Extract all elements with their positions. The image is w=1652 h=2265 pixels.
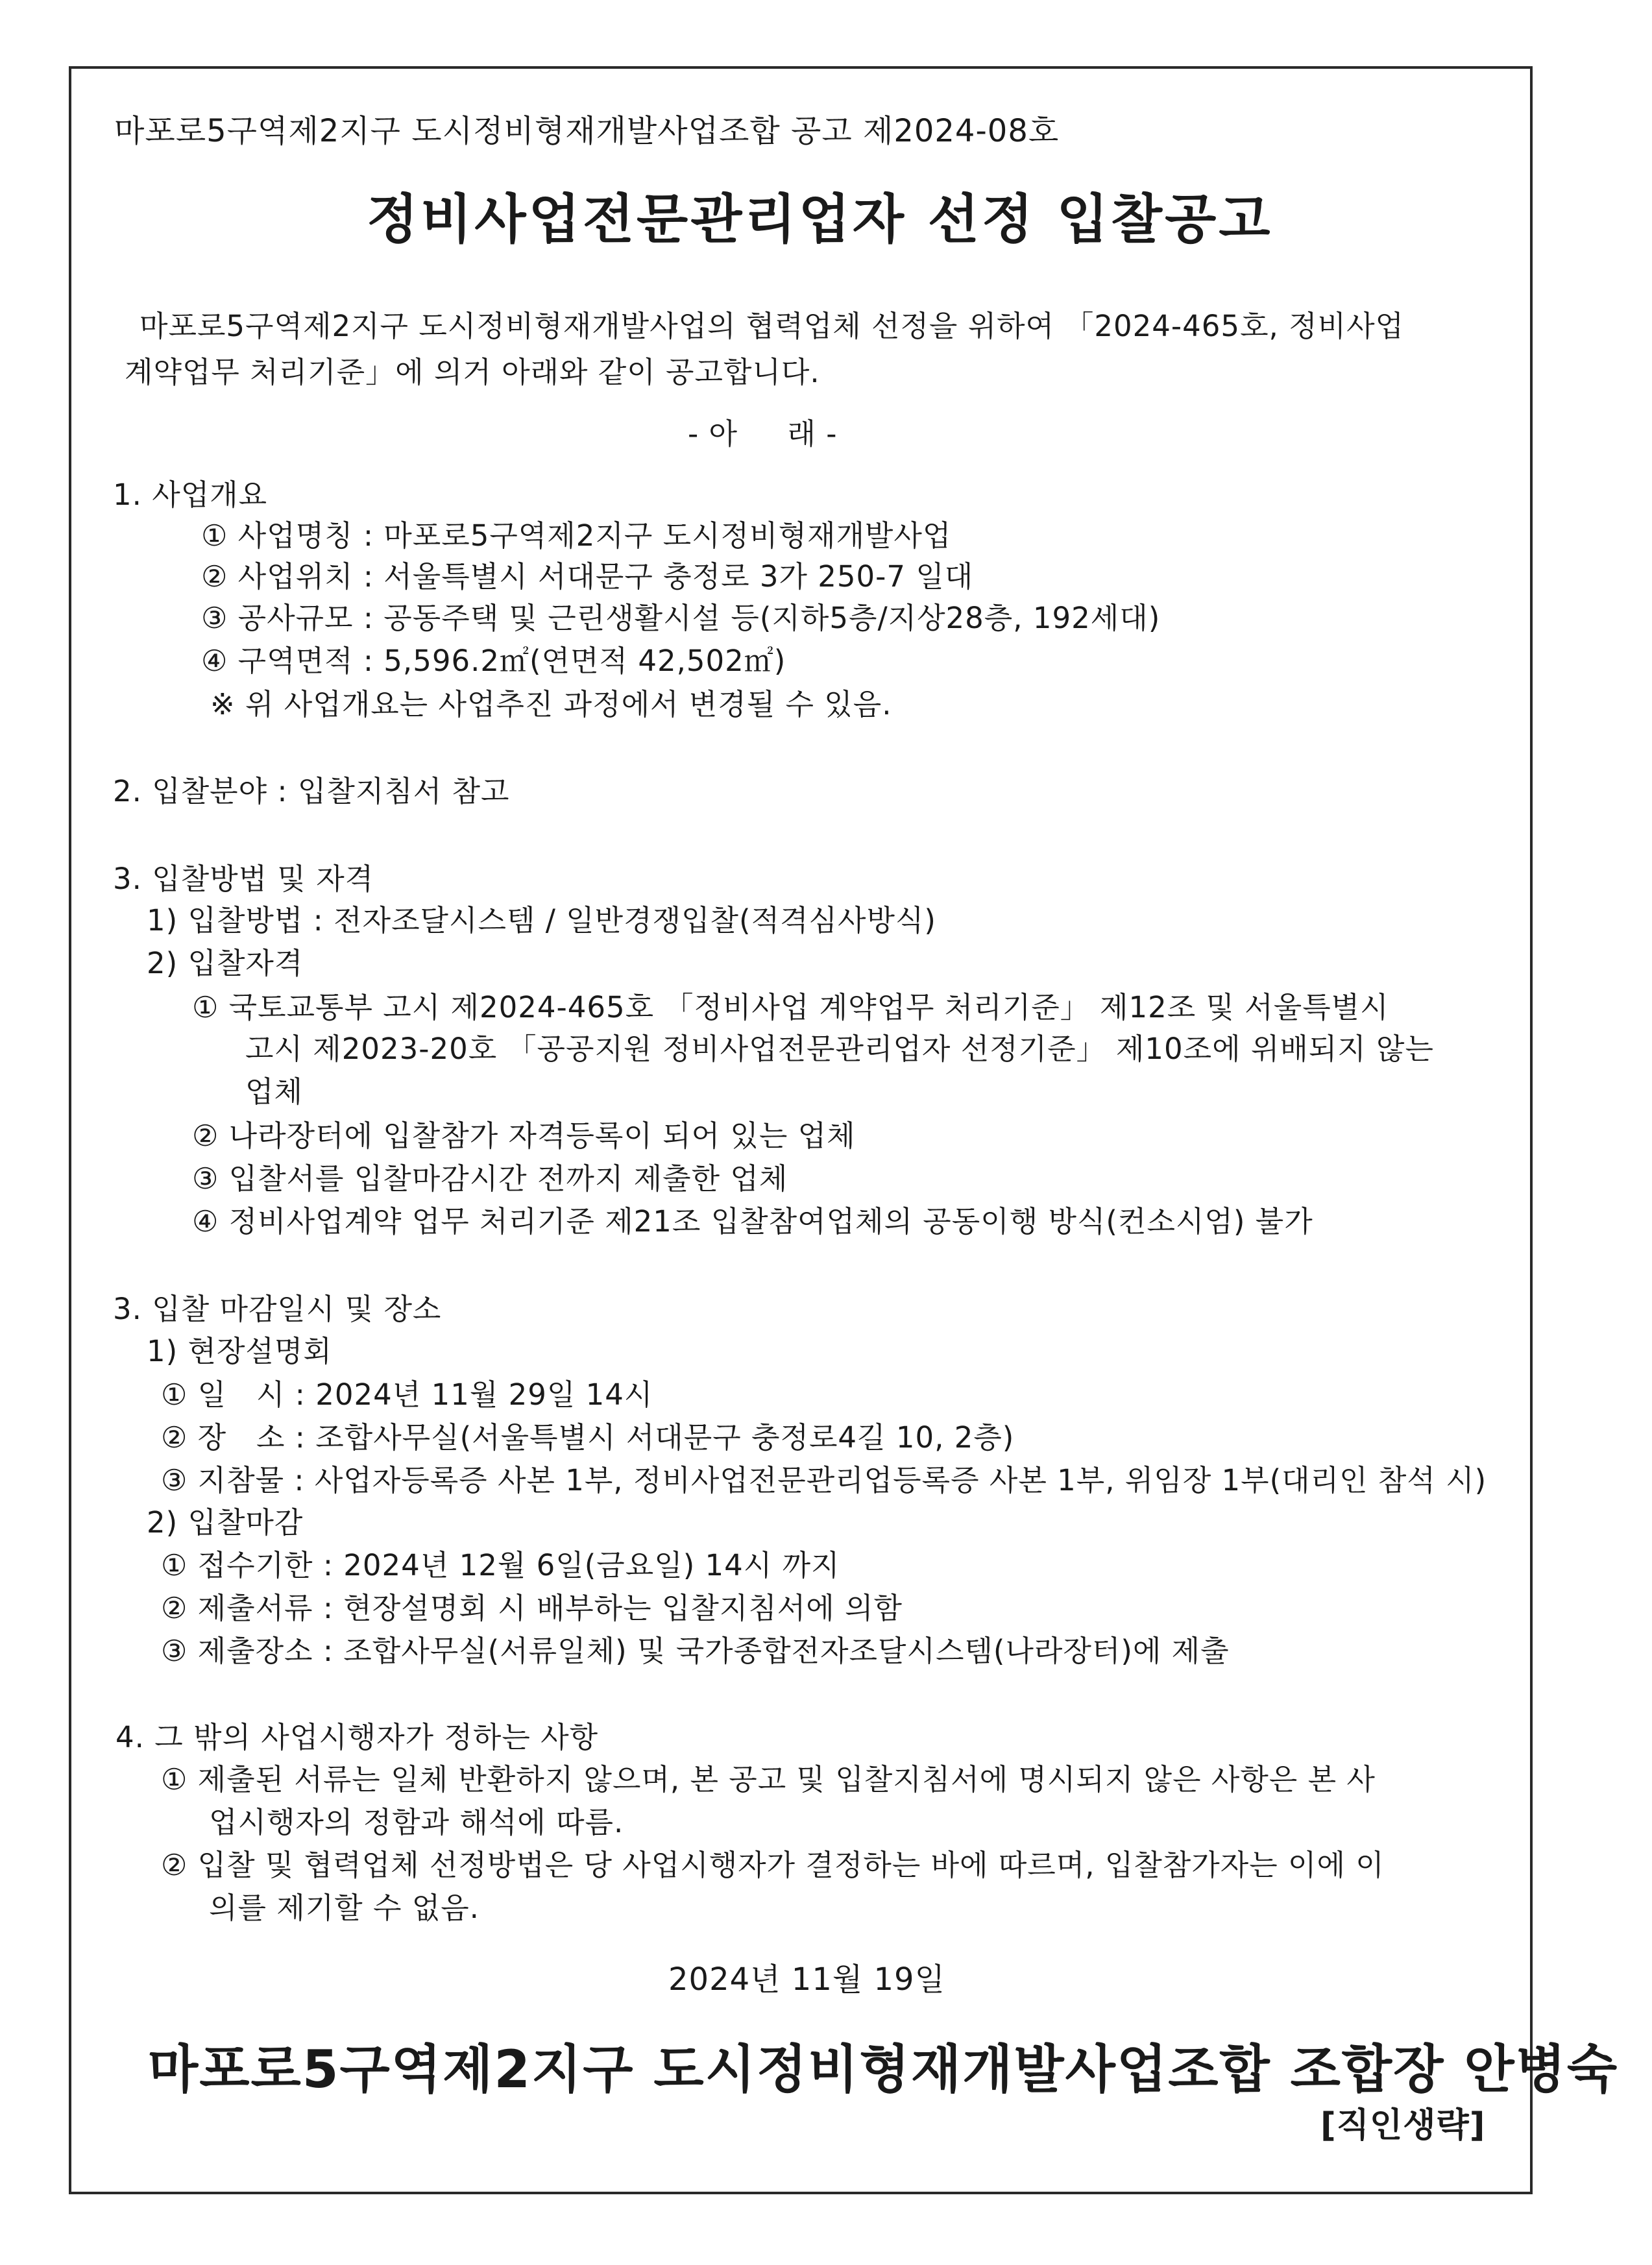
project-name-item: ① 사업명칭 : 마포로5구역제2지구 도시정비형재개발사업 [201,518,952,553]
project-location-item: ② 사업위치 : 서울특별시 서대문구 충정로 3가 250-7 일대 [201,559,974,594]
section-2-heading: 2. 입찰분야 : 입찰지침서 참고 [113,774,510,808]
intro-line-2: 계약업무 처리기준」에 의거 아래와 같이 공고합니다. [125,355,820,389]
qualification-1-line-2: 고시 제2023-20호 「공공지원 정비사업전문관리업자 선정기준」 제10조에 위배되지 않는 [245,1032,1434,1066]
bid-deadline-heading: 2) 입찰마감 [147,1505,304,1540]
section-5-heading: 4. 그 밖의 사업시행자가 정하는 사항 [115,1720,599,1754]
construction-scale-item: ③ 공사규모 : 공동주택 및 근린생활시설 등(지하5층/지상28층, 192세대) [201,601,1161,635]
zone-area-item: ④ 구역면적 : 5,596.2㎡(연면적 42,502㎡) [201,644,786,678]
section-1-heading: 1. 사업개요 [113,478,268,512]
qualification-4: ④ 정비사업계약 업무 처리기준 제21조 입찰참여업체의 공동이행 방식(컨소시엄) 불가 [192,1204,1313,1239]
other-item-2-line-1: ② 입찰 및 협력업체 선정방법은 당 사업시행자가 결정하는 바에 따르며, 입찰참가자는 이에 이 [161,1848,1385,1882]
briefing-datetime: ① 일 시 : 2024년 11월 29일 14시 [161,1377,653,1412]
bid-method: 1) 입찰방법 : 전자조달시스템 / 일반경쟁입찰(적격심사방식) [147,903,936,938]
other-item-1-line-1: ① 제출된 서류는 일체 반환하지 않으며, 본 공고 및 입찰지침서에 명시되지 않은 사항은 본 사 [161,1762,1376,1797]
notice-date: 2024년 11월 19일 [668,1961,945,1998]
section-separator: - 아 래 - [688,417,838,451]
seal-omitted-note: [직인생략] [1320,2106,1486,2145]
briefing-place: ② 장 소 : 조합사무실(서울특별시 서대문구 충정로4길 10, 2층) [161,1420,1015,1455]
other-item-2-line-2: 의를 제기할 수 없음. [209,1891,480,1925]
submission-documents: ② 제출서류 : 현장설명회 시 배부하는 입찰지침서에 의함 [161,1591,903,1625]
submission-deadline: ① 접수기한 : 2024년 12월 6일(금요일) 14시 까지 [161,1548,840,1582]
issuer-name: 마포로5구역제2지구 도시정비형재개발사업조합 조합장 안병숙 [148,2039,1619,2100]
bid-qualification-heading: 2) 입찰자격 [147,946,304,980]
intro-line-1: 마포로5구역제2지구 도시정비형재개발사업의 협력업체 선정을 위하여 「2024-465호, 정비사업 [140,309,1405,343]
other-item-1-line-2: 업시행자의 정함과 해석에 따름. [209,1805,624,1839]
qualification-2: ② 나라장터에 입찰참가 자격등록이 되어 있는 업체 [192,1119,856,1153]
briefing-documents: ③ 지참물 : 사업자등록증 사본 1부, 정비사업전문관리업등록증 사본 1부, 위임장 1부(대리인 참석 시) [161,1463,1487,1497]
section-3-heading: 3. 입찰방법 및 자격 [113,862,374,896]
notice-number: 마포로5구역제2지구 도시정비형재개발사업조합 공고 제2024-08호 [114,113,1060,149]
overview-note: ※ 위 사업개요는 사업추진 과정에서 변경될 수 있음. [210,687,892,721]
qualification-3: ③ 입찰서를 입찰마감시간 전까지 제출한 업체 [192,1161,788,1196]
site-briefing-heading: 1) 현장설명회 [147,1334,332,1368]
qualification-1-line-1: ① 국토교통부 고시 제2024-465호 「정비사업 계약업무 처리기준」 제12조 및 서울특별시 [192,990,1389,1024]
qualification-1-line-3: 업체 [245,1074,303,1109]
submission-place: ③ 제출장소 : 조합사무실(서류일체) 및 국가종합전자조달시스템(나라장터)에 제출 [161,1634,1230,1668]
document-title: 정비사업전문관리업자 선정 입찰공고 [367,189,1273,250]
section-4-heading: 3. 입찰 마감일시 및 장소 [113,1292,442,1326]
